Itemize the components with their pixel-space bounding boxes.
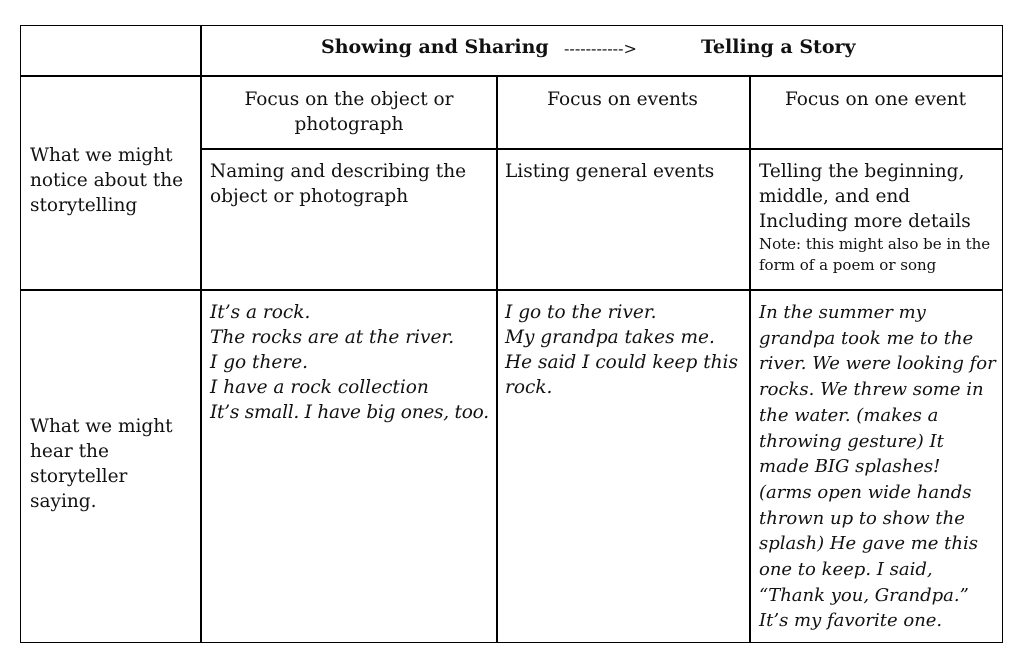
column-divider-1 [496,75,498,643]
notice-one-event-note: Note: this might also be in the form of a poem or song [759,235,991,274]
row-divider-header [20,75,1003,77]
header-arrow: -----------> [564,39,637,58]
column-header-one-event: Focus on one event [784,89,967,110]
hear-object-line: The rocks are at the river. [210,327,455,348]
notice-object-cell: Naming and describing the object or photograph [210,161,467,207]
hear-object-line: I have a rock collection [210,377,429,398]
hear-object-cell [210,300,494,425]
notice-one-event-cell [759,159,999,276]
hear-events-line: I go to the river. [505,302,657,323]
hear-object-line: I go there. [210,352,309,373]
notice-one-event-line: Including more details [759,211,971,232]
header-left-title: Showing and Sharing [321,36,549,58]
notice-one-event-line: middle, and end [759,186,911,207]
row-label-hear: What we might hear the storyteller saying. [30,416,173,512]
hear-events-line: rock. [505,377,553,398]
hear-object-line: It’s small. I have big ones, too. [210,402,489,423]
column-divider-2 [749,75,751,643]
notice-one-event-line: Telling the beginning, [759,161,965,182]
hear-events-line: My grandpa takes me. [505,327,715,348]
hear-events-cell [505,300,745,400]
row-label-notice: What we might notice about the storytelling [30,145,184,216]
row-divider-columns [201,148,1003,150]
row-divider-notice [20,289,1003,291]
notice-events-cell: Listing general events [505,161,715,182]
header-right-title: Telling a Story [701,36,856,58]
column-divider-label [200,25,202,643]
column-header-events: Focus on events [547,89,698,110]
column-header-object: Focus on the object or photograph [244,89,454,135]
hear-one-event-cell: In the summer my grandpa took me to the river. We were looking for rocks. We threw some in the water. (makes a throwing gesture) It made BIG splashes! (arms open wide hands thrown up to show the splash) He gave me this one to keep. I said, “Thank you, Grandpa.” It’s my favorite one. [759,302,996,632]
hear-object-line: It’s a rock. [210,302,311,323]
hear-events-line: He said I could keep this [505,352,738,373]
